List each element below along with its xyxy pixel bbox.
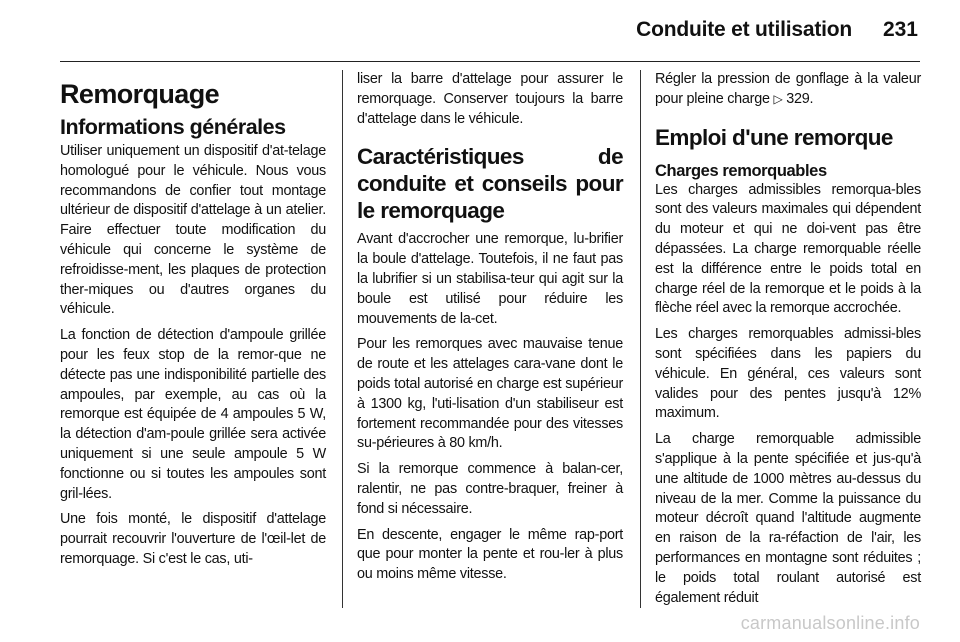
paragraph: Une fois monté, le dispositif d'attelage pourrait recouvrir l'ouverture de l'œil-let de remorquage. Si c'est le cas, uti-: [60, 511, 326, 567]
column-divider-1: [342, 70, 343, 608]
paragraph: La fonction de détection d'ampoule grillée pour les feux stop de la remor-que ne détecte pas une indisponibilité partielle des ampoules, par exemple, au cas où la remorque est équipée de 4 ampoules 5 W, la détection d'am-poule grillée sera activée uniquement si une seule ampoule 5 W fonctionne ou si toutes les ampoules sont gril-lées.: [60, 327, 326, 502]
paragraph: En descente, engager le même rap-port que pour monter la pente et rou-ler à plus ou moins même vitesse.: [357, 526, 623, 583]
page-header: [0, 0, 960, 62]
column-1: [60, 70, 326, 576]
section-heading-caracteristiques: Caractéristiques de conduite et conseils pour le remorquage: [357, 144, 623, 224]
paragraph: La charge remorquable admissible s'applique à la pente spécifiée et jus-qu'à une altitude de 1000 mètres au-dessus du niveau de la mer. Comme la puissance du moteur décroît quand l'altitude augmente en raison de la ra-réfaction de l'air, les performances en montagne sont réduites ; le poids total roulant autorisé est également réduit: [655, 431, 921, 606]
running-title: Conduite et utilisation: [636, 18, 852, 41]
page-reference: 329.: [782, 90, 814, 107]
paragraph-text: Régler la pression de gonflage à la valeur pour pleine charge: [655, 71, 921, 107]
watermark: carmanualsonline.info: [740, 613, 920, 633]
column-2: [357, 70, 623, 591]
section-heading-emploi-remorque: Emploi d'une remorque: [655, 124, 893, 150]
paragraph: Utiliser uniquement un dispositif d'at-telage homologué pour le véhicule. Nous vous recommandons de confier tout montage ultérieur de dispositif d'attelage à un atelier. Faire effectuer toute modification du véhicule qui concerne le système de refroidisse-ment, les plaques de protection ther-miques ou d'autres organes du véhicule.: [60, 143, 326, 318]
column-divider-2: [640, 70, 641, 608]
paragraph: [655, 70, 921, 110]
page-reference-arrow-icon: ▷: [773, 91, 783, 106]
paragraph: Les charges admissibles remorqua-bles sont des valeurs maximales qui dépendent du moteur et qui ne doi-vent pas être dépassées. La charge remorquable réelle est la différence entre le poids total en charge réel de la remorque et le poids à la flèche réel avec la remorque accrochée.: [655, 181, 921, 317]
paragraph: Les charges remorquables admissi-bles sont spécifiées dans les papiers du véhicule. En général, ces valeurs sont valides pour des pentes jusqu'à 12% maximum.: [655, 326, 921, 422]
page-number: 231: [882, 18, 918, 41]
subsection-heading-charges: Charges remorquables: [655, 161, 827, 180]
header-rule: [60, 61, 920, 62]
section-heading-remorquage: Remorquage: [60, 79, 220, 109]
paragraph: Pour les remorques avec mauvaise tenue de route et les attelages cara-vane dont le poids total autorisé en charge est supérieur à 1300 kg, l'uti-lisation d'un stabiliseur est fortement recommandée pour des vitesses su-périeures à 80 km/h.: [357, 336, 623, 452]
paragraph: Avant d'accrocher une remorque, lu-brifier la boule d'attelage. Toutefois, il ne faut pas la lubrifier si un stabilisa-teur qui agit sur la boule est utilisé pour réduire les mouvements de la-cet.: [357, 231, 623, 327]
subsection-heading-informations: Informations générales: [60, 115, 286, 139]
paragraph: Si la remorque commence à balan-cer, ralentir, ne pas contre-braquer, freiner à fond si nécessaire.: [357, 461, 623, 517]
paragraph: liser la barre d'attelage pour assurer le remorquage. Conserver toujours la barre d'attelage dans le véhicule.: [357, 71, 623, 127]
column-3: [655, 70, 921, 614]
